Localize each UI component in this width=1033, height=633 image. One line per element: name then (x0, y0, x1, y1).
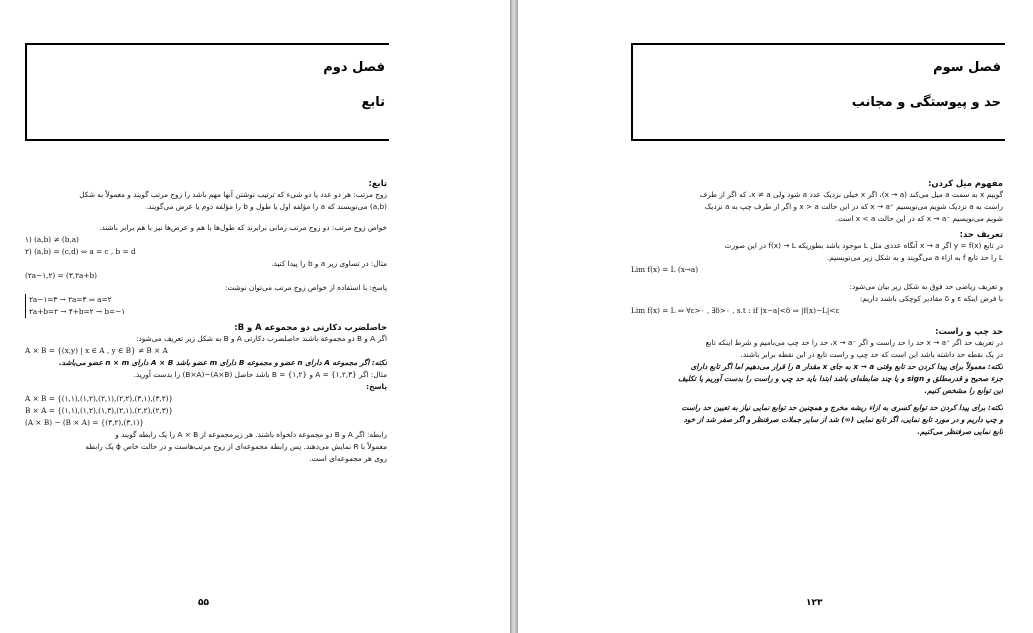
text-line: زوج مرتب: هر دو عدد یا دو شیء که ترتیب نوشتن آنها مهم باشد را زوج مرتب گویند و معمولاً به شکل (79, 190, 387, 199)
text-line: پاسخ: با استفاده از خواص زوج مرتب می‌توان نوشت: (225, 283, 387, 292)
chapter-subtitle: تابع (361, 95, 385, 110)
chapter-header-box (25, 43, 389, 141)
math-line: Lim f(x) = L (x→a) (631, 265, 699, 274)
chapter-subtitle: حد و پیوستگی و مجانب (851, 95, 1001, 110)
math-system-line: ۲a+b=۲ → ۴+b=۲ → b=−۱ (25, 306, 387, 318)
chapter-header-box (631, 43, 1005, 141)
text-line: رابطه: اگر A و B دو مجموعه دلخواه باشند. هر زیرمجموعه از A × B را یک رابطه گویند و (115, 430, 387, 439)
chapter-title: فصل دوم (323, 60, 385, 75)
spacer (631, 317, 1003, 322)
section-heading: تابع: (368, 178, 387, 188)
spacer (25, 213, 387, 222)
text-line: در یک نقطه حد داشته باشد این است که حد چپ و راست تابع در این نقطه برابر باشند. (740, 350, 1003, 359)
note-line: نکته: معمولاً برای پیدا کردن حد تابع وقتی x → a به جای x مقدار a را قرار می‌دهیم اما اگر تابع دارای (690, 362, 1003, 371)
section-heading: حاصلضرب دکارتی دو مجموعه A و B: (234, 322, 387, 332)
text-line: شویم می‌نویسیم ⁻x → a که در این حالت x < a است. (835, 214, 1003, 223)
math-line: A × B = {(۱,۱),(۱,۲),(۲,۱),(۲,۲),(۳,۱),(۳,۲)} (25, 394, 174, 403)
page-number: ۵۵ (198, 598, 209, 608)
note-line: نکته: اگر مجموعه A دارای n عضو و مجموعه B دارای m عضو باشد A × B دارای n × m عضو می‌باشد. (58, 358, 387, 367)
math-line: B × A = {(۱,۱),(۱,۲),(۱,۳),(۲,۱),(۲,۲),(۲,۳)} (25, 406, 174, 415)
note-line: جزء صحیح و قدرمطلق و sign و یا چند ضابطه‌ای باشد ابتدا باید حد چپ و راست را بدست آوریم یا تکلیف (677, 374, 1003, 383)
page-gutter (510, 0, 518, 633)
math-line: Lim f(x) = L ⇔ ∀ε>۰ , ∃δ>۰ , s.t : if |x−a|<δ ⇒ |f(x)−L|<ε (631, 306, 840, 315)
text-line: در تعریف حد اگر ⁺x → a حد را حد راست و اگر ⁻x → a، حد را حد چپ می‌نامیم و شرط اینکه تابع (705, 338, 1003, 347)
math-line: A × B = {(x,y) | x ∈ A , y ∈ B} ≠ B × A (25, 346, 168, 355)
text-line: معمولاً با R نمایش می‌دهند. پس رابطه مجموعه‌ای از زوج مرتب‌هاست و در حالت خاص ϕ یک رابطه (85, 442, 387, 451)
note-line: نکته: برای پیدا کردن حد توابع کسری به ازاء ریشه مخرج و همچنین حد توابع نمایی نیاز به تعیین حد راست (681, 403, 1003, 412)
text-line: اگر A و B دو مجموعه باشند حاصلضرب دکارتی A و B به شکل زیر تعریف می‌شود: (136, 334, 387, 343)
text-line: گوییم x به سمت a میل می‌کند (x → a)، اگر x خیلی نزدیک عدد a شود ولی x ≠ a، که اگر از طرف (699, 190, 1003, 199)
text-line: مثال: در تساوی زیر a و b را پیدا کنید. (271, 259, 387, 268)
page-body (631, 174, 1003, 438)
section-heading: تعریف حد: (959, 229, 1003, 239)
text-line: مثال: اگر A = {۱,۲,۳} و B = {۱,۲} باشد حاصل (A×B)−(B×A) را بدست آورید. (133, 370, 387, 379)
text-line: خواص زوج مرتب: دو زوج مرتب زمانی برابرند که طول‌ها با هم و عرض‌ها نیز با هم برابر باشند. (99, 223, 387, 232)
text-line: در تابع y = f(x) اگر x → a آنگاه عددی مثل L موجود باشد بطوریکه f(x) → L در این صورت (724, 241, 1003, 250)
right-page (518, 0, 1033, 633)
math-line: ۲) (a,b) = (c,d) ⇔ a = c , b = d (25, 247, 136, 256)
text-line: L را حد تابع f به ازاء a می‌گویند و به شکل زیر می‌نویسیم. (826, 253, 1003, 262)
note-line: و چپ داریم و در مورد تابع نمایی، اگر تابع نمایی (∞) شد از سایر جملات صرفنظر و اگر صفر شد از خود (683, 415, 1003, 424)
note-line: تابع نمایی صرفنظر می‌کنیم. (917, 427, 1003, 436)
math-system-line: ۲a−۱=۳ → ۲a=۴ ⇒ a=۲ (25, 294, 387, 306)
page-body (25, 174, 387, 465)
math-line: ۱) (a,b) ≠ (b,a) (25, 235, 79, 244)
text-line: روی هر مجموعه‌ای است. (309, 454, 387, 463)
chapter-title: فصل سوم (933, 60, 1001, 75)
text-line: و تعریف ریاضی حد فوق به شکل زیر بیان می‌شود: (849, 282, 1003, 291)
section-heading: حد چپ و راست: (935, 326, 1003, 336)
page-number: ۱۲۳ (806, 598, 823, 608)
text-line: (a,b) می‌نویسند که a را مؤلفه اول یا طول و b را مؤلفه دوم یا عرض می‌گویند. (145, 202, 387, 211)
text-line: راست به a نزدیک شویم می‌نویسیم ⁺x → a که در این حالت x > a و اگر از طرف چپ به a نزدیک (704, 202, 1003, 211)
text-line: با فرض اینکه ε و δ مقادیر کوچکی باشند داریم: (859, 294, 1003, 303)
math-line: (۲a−۱,۲) = (۳,۲a+b) (25, 271, 97, 280)
math-line: (A × B) − (B × A) = {(۳,۲),(۳,۱)} (25, 418, 144, 427)
answer-label: پاسخ: (366, 382, 387, 391)
note-line: این توابع را مشخص کنیم. (924, 386, 1003, 395)
left-page (0, 0, 510, 633)
section-heading: مفهوم میل کردن: (928, 178, 1003, 188)
